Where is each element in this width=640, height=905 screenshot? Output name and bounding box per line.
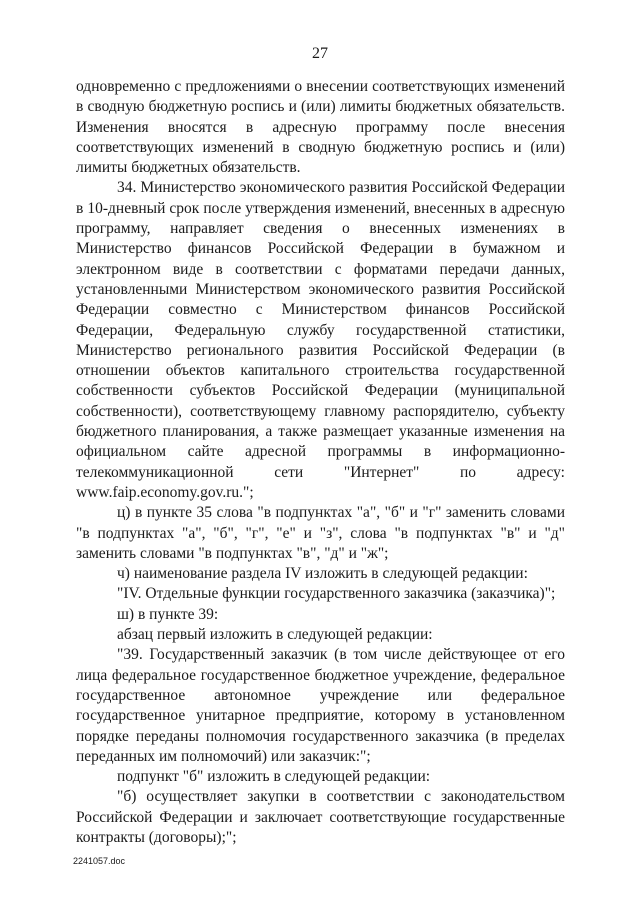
page-number: 27 [312, 45, 328, 62]
paragraph-subitem-b-intro: подпункт "б" изложить в следующей редакции: [117, 768, 431, 786]
paragraph-item-sh: ш) в пункте 39: [117, 605, 219, 623]
paragraph-item-ts: ц) в пункте 35 слова "в подпунктах "а", "б" и "г" заменить словами "в подпунктах "а", "б", "г", "е" и "з", слова "в подпунктах "в" и "д" заменить словами "в подпунктах "в", "д" и "ж"; [76, 504, 565, 562]
paragraph-item-39: "39. Государственный заказчик (в том числе действующее от его лица федеральное государственное бюджетное учреждение, федеральное государственное автономное учреждение или федеральное государственное унитарное предприятие, которому в установленном порядке переданы полномочия государственного заказчика (в пределах переданных им полномочий) или заказчик:"; [76, 646, 565, 765]
paragraph-subitem-b: "б) осуществляет закупки в соответствии с законодательством Российской Федерации и заключает соответствующие государственные контракты (договоры);"; [76, 788, 565, 846]
paragraph-continuation: одновременно с предложениями о внесении соответствующих изменений в сводную бюджетную роспись и (или) лимиты бюджетных обязательств. Изменения вносятся в адресную программу после внесения соответствующих изменений в сводную бюджетную роспись и (или) лимиты бюджетных обязательств. [76, 78, 565, 177]
paragraph-item-ch: ч) наименование раздела IV изложить в следующей редакции: [117, 565, 528, 583]
paragraph-item-34: 34. Министерство экономического развития Российской Федерации в 10-дневный срок после утверждения изменений, внесенных в адресную программу, направляет сведения о внесенных изменениях в Министерство финансов Российской Федерации в бумажном и электронном виде в соответствии с форматами передачи данных, установленными Министерством экономического развития Российской Федерации совместно с Министерством финансов Российской Федерации, Федеральную службу государственной статистики, Министерство регионального развития Российской Федерации (в отношении объектов капитального строительства государственной собственности субъектов Российской Федерации (муниципальной собственности), соответствующему главному распорядителю, субъекту бюджетного планирования, а также размещает указанные изменения на официальном сайте адресной программы в информационно-телекоммуникационной сети "Интернет" по адресу: www.faip.economy.gov.ru."; [76, 179, 565, 501]
paragraph-section-title: "IV. Отдельные функции государственного заказчика (заказчика)"; [117, 585, 556, 603]
document-body [76, 77, 565, 848]
document-footer: 2241057.doc [73, 856, 126, 866]
paragraph-first-abzac: абзац первый изложить в следующей редакции: [117, 626, 433, 644]
